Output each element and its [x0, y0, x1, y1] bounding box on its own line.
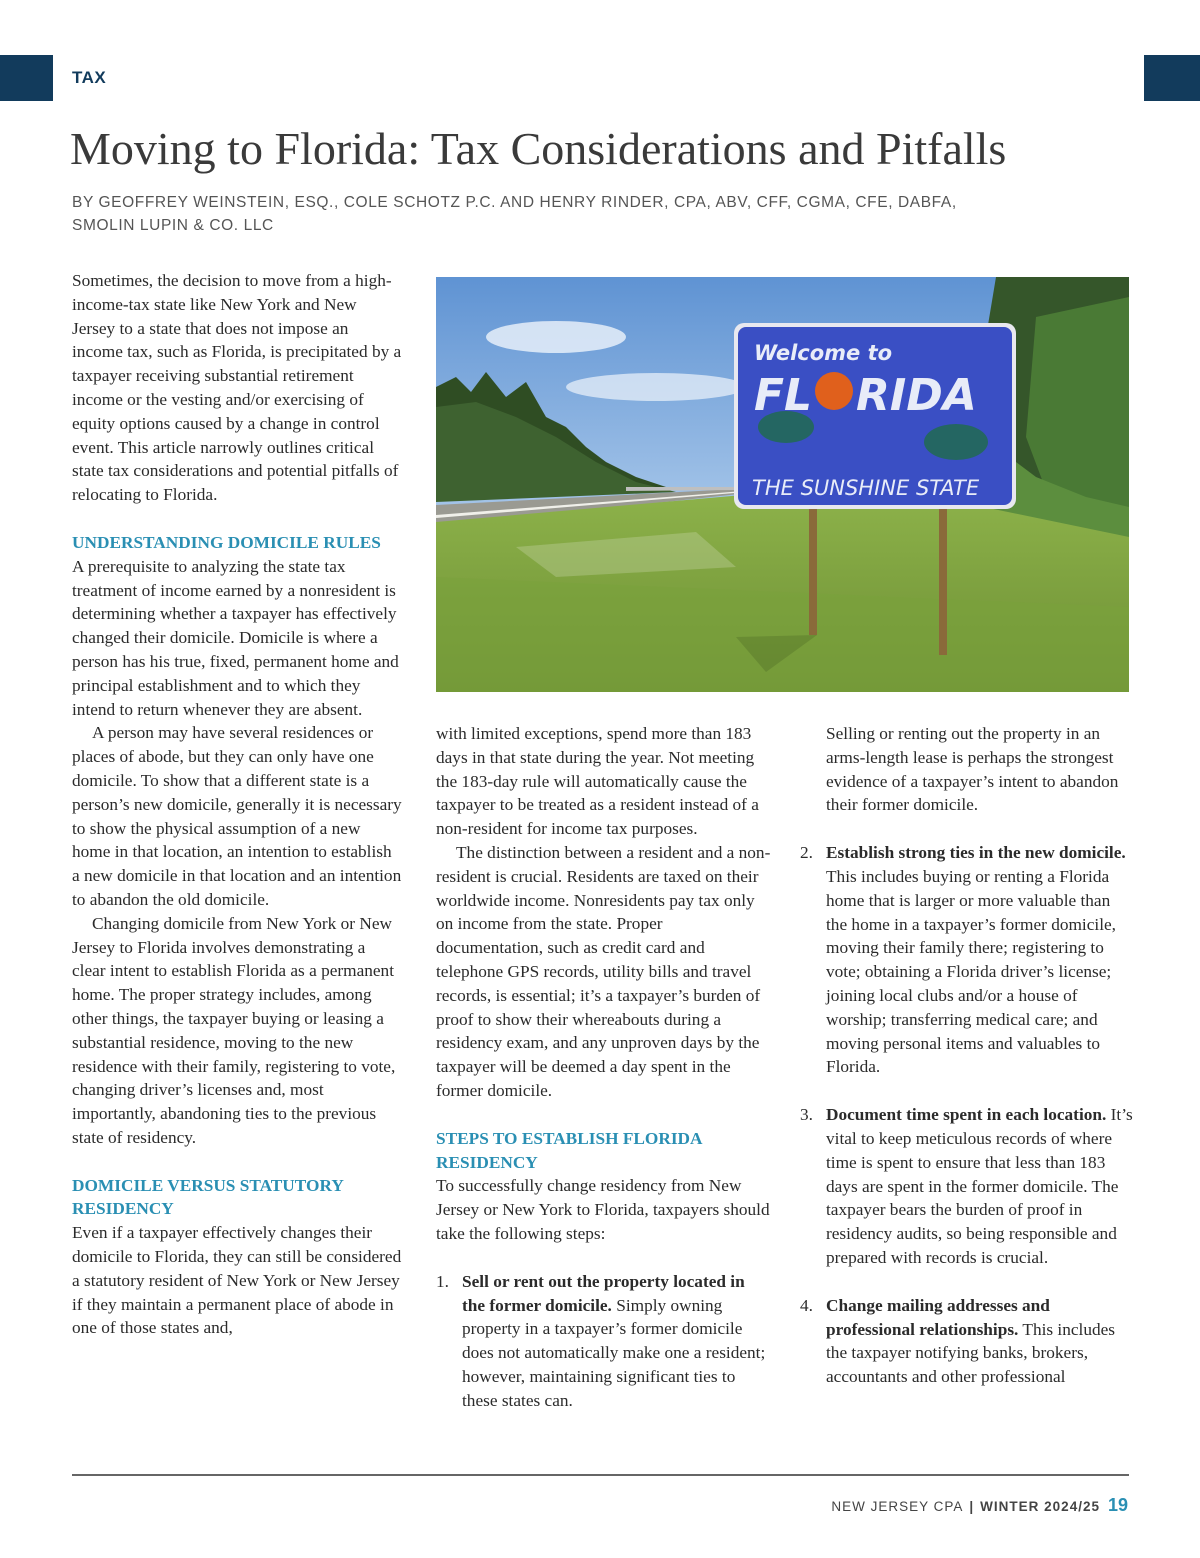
- list-number: 1.: [436, 1271, 449, 1291]
- paragraph: Selling or renting out the property in an arms-length lease is perhaps the strongest evidence of a taxpayer’s intent to abandon their former domicile.: [826, 724, 1119, 815]
- paragraph: The distinction between a resident and a non-resident is crucial. Residents are taxed on their worldwide income. Nonresidents pay tax only on income from the state. Proper documentation, such as credit card and telephone GPS records, utility bills and travel records, is essential; it’s a taxpayer’s burden of proof to show their whereabouts during a residency exam, and any unproven days by the taxpayer will be deemed a day spent in the former domicile.: [436, 842, 771, 1100]
- paragraph: To successfully change residency from New Jersey or New York to Florida, taxpayers should take the following steps:: [436, 1176, 770, 1243]
- list-number: 4.: [800, 1295, 813, 1315]
- list-item: [800, 841, 1135, 1079]
- florida-sign-photo: [436, 277, 1129, 692]
- right-edge-tab: [1144, 55, 1200, 101]
- welcome-sign: [734, 323, 1016, 509]
- list-item-heading: Establish strong ties in the new domicile.: [826, 843, 1126, 863]
- left-edge-tab: [0, 55, 53, 101]
- paragraph: A prerequisite to analyzing the state tax treatment of income earned by a nonresident is determining whether a taxpayer has effectively changed their domicile. Domicile is where a person has his true, fixed, permanent home and principal establishment and to which they intend to return whenever they are absent.: [72, 556, 399, 719]
- publication-name: NEW JERSEY CPA: [831, 1499, 964, 1514]
- paragraph: Even if a taxpayer effectively changes their domicile to Florida, they can still be considered a statutory resident of New York or New Jersey if they maintain a permanent place of abode in one of those states and,: [72, 1223, 402, 1338]
- paragraph: A person may have several residences or places of abode, but they can only have one domicile. To show that a different state is a person’s new domicile, generally it is necessary to show the physical assumption of a new home in that location, an intention to establish a new domicile in that location and an intention to abandon the old domicile.: [72, 723, 402, 909]
- heading-domicile-rules: UNDERSTANDING DOMICILE RULES: [72, 532, 381, 552]
- byline-line-1: BY GEOFFREY WEINSTEIN, ESQ., COLE SCHOTZ P.C. AND HENRY RINDER, CPA, ABV, CFF, CGMA, CFE, DABFA,: [72, 194, 957, 211]
- paragraph: with limited exceptions, spend more than 183 days in that state during the year. Not meeting the 183-day rule will automatically cause the taxpayer to be treated as a resident instead of a non-resident for income tax purposes.: [436, 724, 759, 839]
- list-item-heading: Document time spent in each location.: [826, 1105, 1107, 1125]
- list-number: 2.: [800, 843, 813, 863]
- sign-florida-right: RIDA: [856, 370, 977, 421]
- footer-separator: |: [969, 1499, 975, 1514]
- column-2: [436, 722, 771, 1413]
- list-item-text: Simply owning property in a taxpayer’s former domicile does not automatically make one a resident; however, maintaining significant ties to these states can.: [462, 1295, 766, 1410]
- byline: [72, 191, 1132, 237]
- list-item: [800, 1103, 1135, 1270]
- list-item-text: It’s vital to keep meticulous records of where time is spent to ensure that less than 183 days are spent in the former domicile. The taxpayer bears the burden of proof in residency audits, so being responsible and prepared with records is crucial.: [826, 1105, 1133, 1267]
- paragraph: Changing domicile from New York or New Jersey to Florida involves demonstrating a clear intent to establish Florida as a permanent home. The proper strategy includes, among other things, the taxpayer buying or leasing a substantial residence, moving to the new residence with their family, registering to vote, changing driver’s licenses and, most importantly, abandoning ties to the previous state of residency.: [72, 913, 396, 1147]
- byline-line-2: SMOLIN LUPIN & CO. LLC: [72, 217, 274, 234]
- sign-sunshine-text: THE SUNSHINE STATE: [752, 476, 980, 500]
- list-item-heading: Change mailing addresses and professional relationships.: [826, 1295, 1050, 1339]
- sign-florida-left: FL: [754, 370, 813, 421]
- list-number: 3.: [800, 1105, 813, 1125]
- column-1: [72, 269, 402, 1340]
- page-number: 19: [1107, 1495, 1128, 1515]
- sign-welcome-text: Welcome to: [754, 341, 893, 365]
- intro-paragraph: Sometimes, the decision to move from a high-income-tax state like New York and New Jersey to a state that does not impose an income tax, such as Florida, is precipitated by a taxpayer receiving substantial retirement income or the vesting and/or exercising of equity options caused by a change in control event. This article narrowly outlines critical state tax considerations and potential pitfalls of relocating to Florida.: [72, 271, 402, 505]
- heading-statutory-residency: DOMICILE VERSUS STATUTORY RESIDENCY: [72, 1175, 344, 1219]
- heading-florida-residency: STEPS TO ESTABLISH FLORIDA RESIDENCY: [436, 1128, 702, 1172]
- list-item-text: This includes buying or renting a Florida home that is larger or more valuable than the home in a taxpayer’s former domicile, moving their family there; registering to vote; obtaining a Florida driver’s license; joining local clubs and/or a house of worship; transferring medical care; and moving personal items and valuables to Florida.: [826, 866, 1117, 1077]
- footer-rule: [72, 1474, 1129, 1476]
- list-item-text: This includes the taxpayer notifying banks, brokers, accountants and other professional: [826, 1319, 1116, 1387]
- list-item: [436, 1270, 771, 1413]
- page-footer: [831, 1495, 1128, 1516]
- section-label: TAX: [72, 68, 107, 87]
- list-item-heading: Sell or rent out the property located in the former domicile.: [462, 1271, 745, 1315]
- article-title: Moving to Florida: Tax Considerations and Pitfalls: [70, 123, 1007, 174]
- list-item: [800, 1294, 1135, 1389]
- column-3: [800, 722, 1135, 1389]
- issue-label: WINTER 2024/25: [980, 1499, 1100, 1514]
